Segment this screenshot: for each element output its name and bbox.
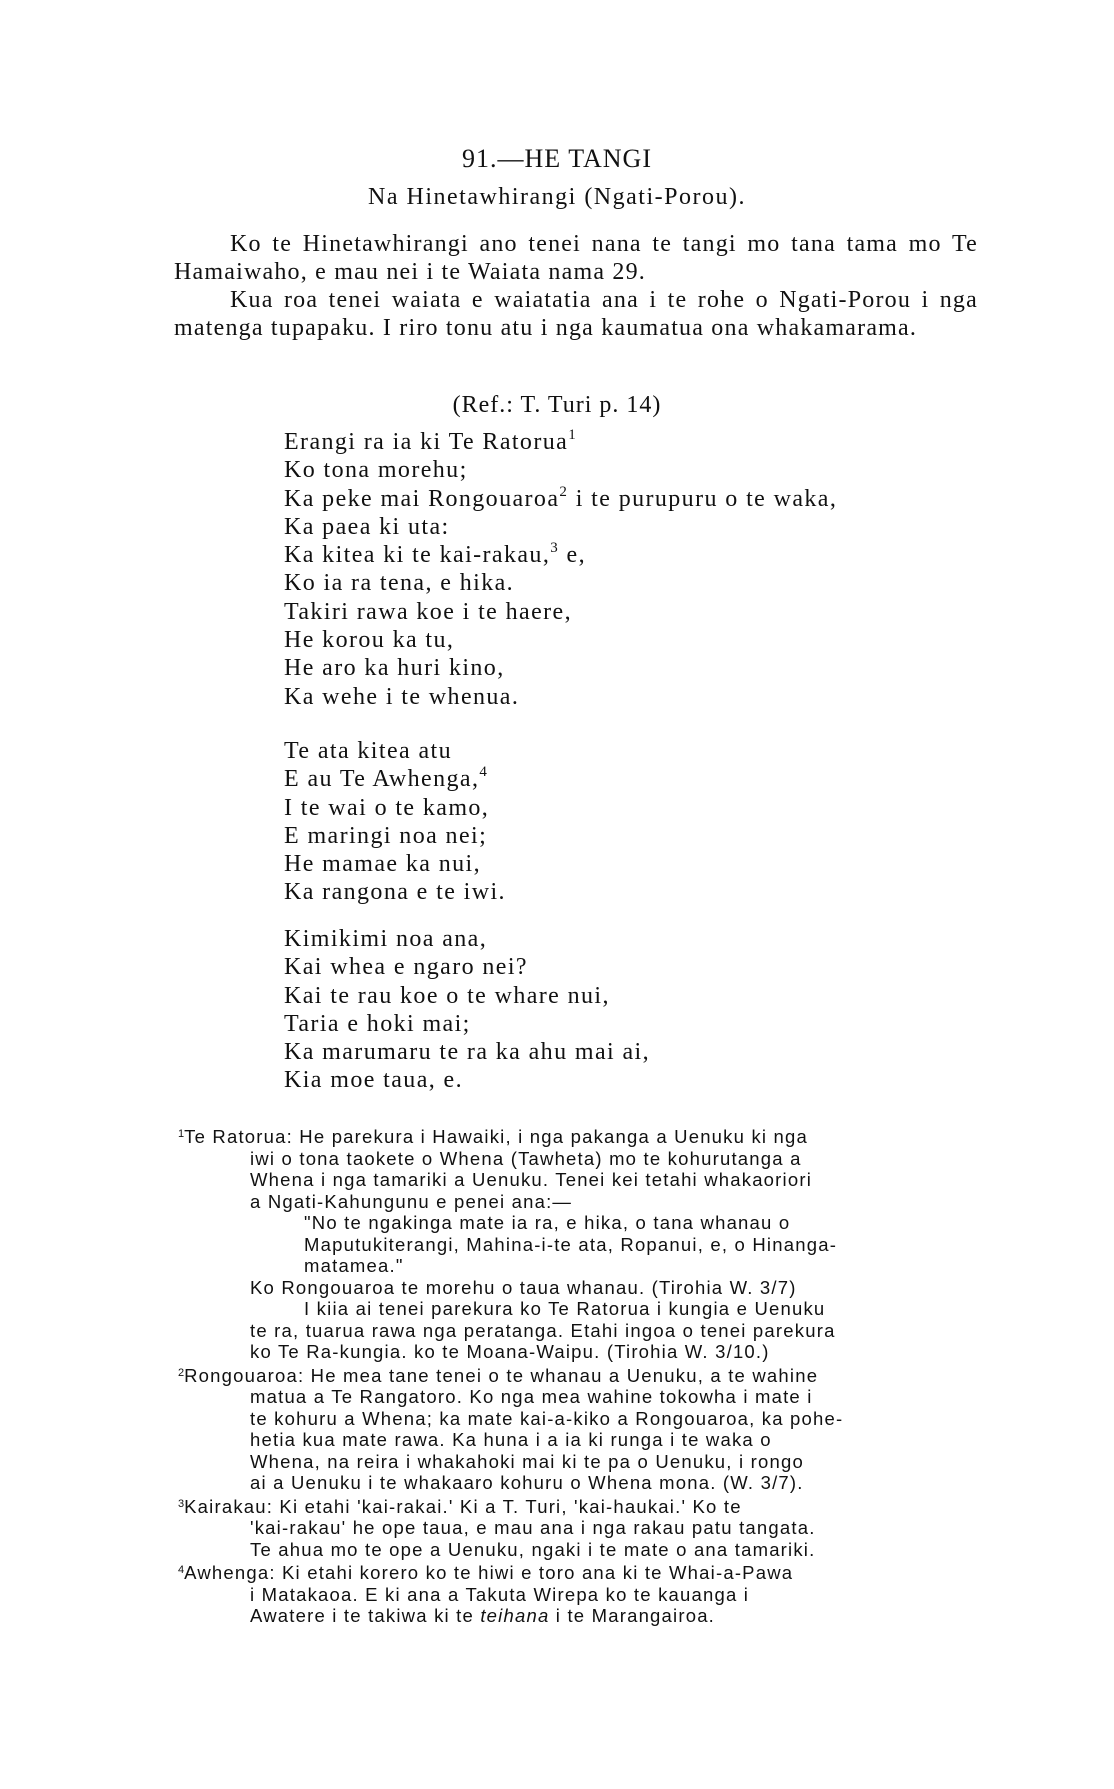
footnote-3 — [178, 1494, 980, 1561]
footnote-ref: 3 — [550, 540, 560, 557]
intro-paragraph: Kua roa tenei waiata e waiatatia ana i te rohe o Ngati-Porou i nga matenga tupapaku. I riro tonu atu i nga kaumatua ona whakamarama. — [174, 287, 978, 341]
footnote-ref: 1 — [568, 427, 578, 443]
footnote-line: Whena, na reira i whakahoki mai ki te pa o Uenuku, i rongo — [250, 1450, 804, 1472]
poem-line: Takiri rawa koe i te haere, — [284, 598, 572, 625]
italic-word: teihana — [480, 1605, 550, 1626]
poem-line: Te ata kitea atu — [284, 738, 452, 764]
footnote-number: 3 — [178, 1497, 185, 1510]
footnote-line: te ra, tuarua rawa nga peratanga. Etahi ingoa o tenei parekura — [250, 1319, 836, 1341]
footnote-4 — [178, 1560, 980, 1627]
footnote-number: 4 — [178, 1564, 185, 1576]
footnotes — [178, 1124, 980, 1627]
poem-line: I te wai o te kamo, — [284, 794, 490, 821]
poem-line: Ka wehe i te whenua. — [284, 683, 520, 710]
footnote-number: 1 — [178, 1128, 185, 1140]
poem-line: E maringi noa nei; — [284, 822, 488, 849]
footnote-line: a Ngati-Kahungunu e penei ana:— — [250, 1190, 573, 1212]
poem-line: Ka marumaru te ra ka ahu mai ai, — [284, 1039, 650, 1066]
footnote-quote-line: "No te ngakinga mate ia ra, e hika, o tana whanau o — [304, 1212, 791, 1233]
footnote-line: Awhenga: Ki etahi korero ko te hiwi e toro ana ki te Whai-a-Pawa — [184, 1562, 794, 1583]
poem-line: Ka peke mai Rongouaroa$^2$ i te purupuru o te waka, — [284, 483, 838, 512]
poem-line: Ka kitea ki te kai-rakau,$^3$ e, — [284, 540, 586, 569]
poem-line: Erangi ra ia ki Te Ratorua$^1$ — [284, 427, 578, 455]
footnote-line: Kairakau: Ki etahi 'kai-rakai.' Ki a T. Turi, 'kai-haukai.' Ko te — [184, 1495, 742, 1517]
footnote-line: ai a Uenuku i te whakaaro kohuru o Whena mona. (W. 3/7). — [250, 1472, 804, 1493]
footnote-1 — [178, 1124, 980, 1363]
poem-line: He mamae ka nui, — [284, 851, 481, 878]
poem-line: Ka rangona e te iwi. — [284, 879, 506, 906]
footnote-line: te kohuru a Whena; ka mate kai-a-kiko a Rongouaroa, ka pohe- — [250, 1407, 844, 1429]
footnote-line: Whena i nga tamariki a Uenuku. Tenei kei tetahi whakaoriori — [250, 1169, 812, 1190]
footnote-line: 'kai-rakau' he ope taua, e mau ana i nga rakau patu tangata. — [250, 1517, 816, 1538]
footnote-line: Awatere i te takiwa ki te teihana i te Marangairoa. — [250, 1605, 716, 1626]
poem-line: Taria e hoki mai; — [284, 1010, 471, 1037]
intro-paragraph: Ko te Hinetawhirangi ano tenei nana te tangi mo tana tama mo Te Hamaiwaho, e mau nei i te Waiata nama 29. — [174, 231, 978, 285]
poem-line: Ka paea ki uta: — [284, 513, 450, 540]
page-title: 91.—HE TANGI — [462, 144, 652, 173]
footnote-quote-line: Maputukiterangi, Mahina-i-te ata, Ropanui, e, o Hinanga- — [304, 1233, 838, 1255]
poem-line: Kai whea e ngaro nei? — [284, 954, 528, 981]
footnote-2 — [178, 1363, 980, 1494]
footnote-line: matua a Te Rangatoro. Ko nga mea wahine tokowha i mate i — [250, 1386, 813, 1407]
poem-line: He korou ka tu, — [284, 627, 455, 654]
poem-stanza-1 — [284, 428, 984, 711]
footnote-line: Te ahua mo te ope a Uenuku, ngaki i te mate o ana tamariki. — [250, 1538, 816, 1560]
footnote-number: 2 — [178, 1366, 185, 1379]
footnote-line: i Matakaoa. E ki ana a Takuta Wirepa ko te kauanga i — [250, 1583, 750, 1605]
poem-line: Kia moe taua, e. — [284, 1067, 463, 1094]
footnote-line: iwi o tona taokete o Whena (Tawheta) mo te kohurutanga a — [250, 1147, 802, 1169]
poem-line: Ko tona morehu; — [284, 457, 468, 484]
footnote-ref: 2 — [559, 483, 569, 500]
reference-line: (Ref.: T. Turi p. 14) — [452, 392, 662, 418]
poem-line: Kimikimi noa ana, — [284, 926, 488, 952]
poem-line: He aro ka huri kino, — [284, 655, 505, 682]
footnote-quote-line: matamea." — [304, 1255, 404, 1276]
footnote-line: ko Te Ra-kungia. ko te Moana-Waipu. (Tirohia W. 3/10.) — [250, 1341, 770, 1362]
footnote-line: Ko Rongouaroa te morehu o taua whanau. (Tirohia W. 3/7) — [250, 1276, 797, 1298]
intro-section — [174, 230, 978, 342]
footnote-line: Te Ratorua: He parekura i Hawaiki, i nga pakanga a Uenuku ki nga — [184, 1126, 809, 1147]
poem-stanza-3 — [284, 925, 984, 1095]
footnote-line: hetia kua mate rawa. Ka huna i a ia ki runga i te waka o — [250, 1429, 772, 1450]
poem-line: Kai te rau koe o te whare nui, — [284, 982, 610, 1009]
poem-line: E au Te Awhenga,$^4$ — [284, 764, 489, 793]
footnote-ref: 4 — [479, 764, 489, 781]
footnote-line: I kiia ai tenei parekura ko Te Ratorua i kungia e Uenuku — [304, 1298, 826, 1319]
poem-stanza-2 — [284, 737, 984, 907]
footnote-line: Rongouaroa: He mea tane tenei o te whanau a Uenuku, a te wahine — [184, 1364, 819, 1386]
poem-line: Ko ia ra tena, e hika. — [284, 570, 515, 597]
page-subtitle: Na Hinetawhirangi (Ngati-Porou). — [368, 184, 746, 210]
